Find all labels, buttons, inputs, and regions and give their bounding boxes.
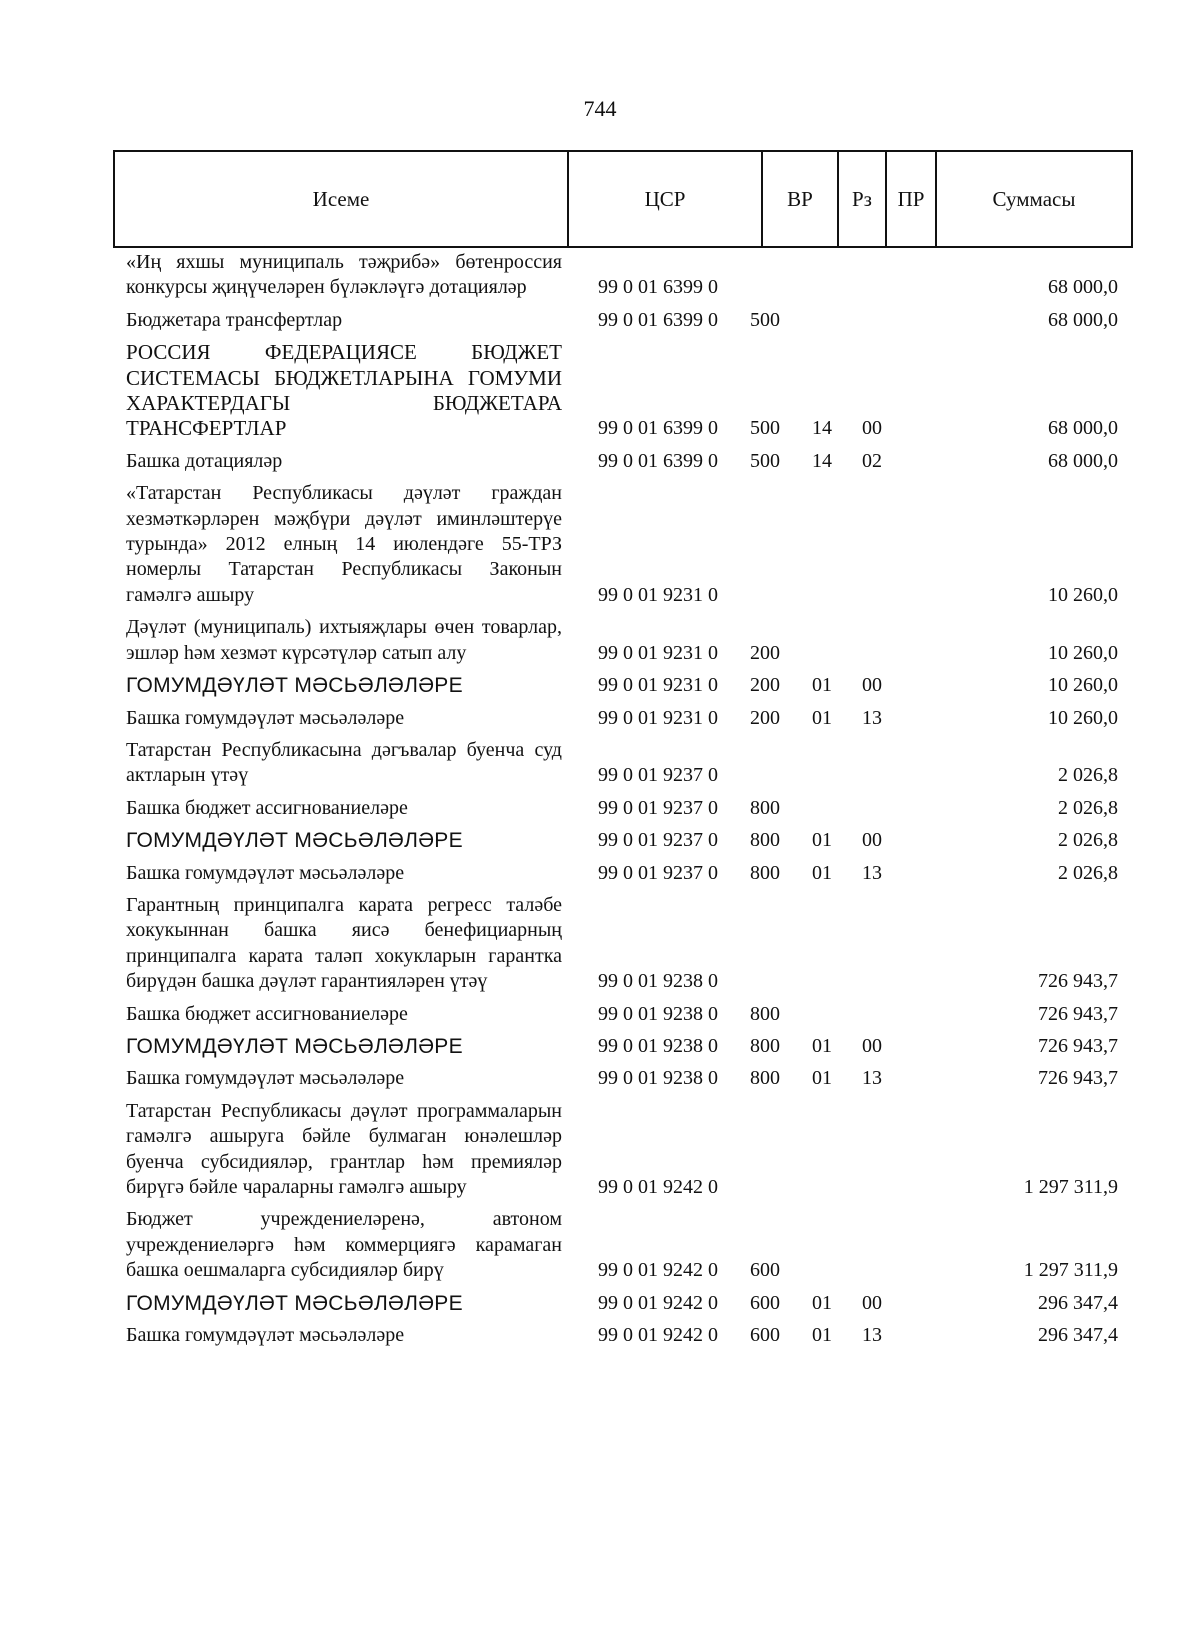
table-row bbox=[0, 1291, 1200, 1323]
row-csr: 99 0 01 9231 0 bbox=[598, 706, 718, 729]
row-rz: 01 bbox=[812, 861, 832, 884]
row-sum: 726 943,7 bbox=[1038, 1067, 1118, 1090]
table-row bbox=[0, 893, 1200, 1002]
row-vr: 800 bbox=[750, 829, 780, 852]
row-vr: 500 bbox=[750, 417, 780, 440]
row-vr: 800 bbox=[750, 796, 780, 819]
row-sum: 726 943,7 bbox=[1038, 970, 1118, 993]
row-sum: 1 297 311,9 bbox=[1023, 1259, 1118, 1282]
row-csr: 99 0 01 9237 0 bbox=[598, 861, 718, 884]
table-body bbox=[0, 250, 1200, 1355]
row-csr: 99 0 01 6399 0 bbox=[598, 308, 718, 331]
row-sum: 2 026,8 bbox=[1058, 861, 1118, 884]
page-number: 744 bbox=[583, 96, 617, 121]
row-csr: 99 0 01 9238 0 bbox=[598, 1002, 718, 1025]
header-vr: ВР bbox=[762, 151, 838, 247]
row-csr: 99 0 01 9231 0 bbox=[598, 583, 718, 606]
table-row bbox=[0, 738, 1200, 796]
row-sum: 1 297 311,9 bbox=[1023, 1176, 1118, 1198]
row-rz: 01 bbox=[812, 1034, 832, 1057]
row-name: Башка гомумдәүләт мәсьәләләре bbox=[126, 706, 405, 729]
row-sum: 2 026,8 bbox=[1058, 796, 1118, 819]
row-sum: 10 260,0 bbox=[1048, 583, 1118, 606]
row-vr: 600 bbox=[750, 1324, 780, 1347]
table-row bbox=[0, 449, 1200, 481]
row-csr: 99 0 01 6399 0 bbox=[598, 449, 718, 472]
row-rz: 01 bbox=[812, 1291, 832, 1314]
row-csr: 99 0 01 9238 0 bbox=[598, 970, 718, 993]
row-vr: 600 bbox=[750, 1291, 780, 1314]
row-sum: 68 000,0 bbox=[1048, 276, 1118, 299]
row-name: ГОМУМДӘҮЛӘТ МӘСЬӘЛӘЛӘРЕ bbox=[126, 829, 463, 853]
row-vr: 500 bbox=[750, 308, 780, 331]
row-name: Башка бюджет ассигнованиеләре bbox=[126, 796, 408, 819]
row-sum: 68 000,0 bbox=[1048, 308, 1118, 331]
row-rz: 01 bbox=[812, 706, 832, 729]
row-name: Башка дотацияләр bbox=[126, 449, 283, 472]
table-row bbox=[0, 1207, 1200, 1290]
table-row bbox=[0, 340, 1200, 449]
row-sum: 296 347,4 bbox=[1038, 1324, 1118, 1347]
row-vr: 800 bbox=[750, 861, 780, 884]
row-pr: 02 bbox=[862, 449, 882, 472]
table-row bbox=[0, 1002, 1200, 1034]
table-row bbox=[0, 615, 1200, 673]
row-name: Татарстан Республикасы дәүләт программаларын гамәлгә ашыруга бәйле булмаган юнәлешләр буенча субсидияләр, грантлар һәм премияләр бирүгә бәйле чараларны гамәлгә ашыру bbox=[126, 1099, 562, 1198]
row-name: Гарантның принципалга карата регресс таләбе хокукыннан башка яисә бенефициарның принципалга карата таләп хокукларын гарантка бирүдән башка дәүләт гарантияләрен үтәү bbox=[126, 893, 562, 993]
table-row bbox=[0, 706, 1200, 738]
table-row bbox=[0, 308, 1200, 340]
table-row bbox=[0, 1323, 1200, 1355]
row-name: ГОМУМДӘҮЛӘТ МӘСЬӘЛӘЛӘРЕ bbox=[126, 1034, 463, 1058]
row-sum: 2 026,8 bbox=[1058, 764, 1118, 787]
row-pr: 00 bbox=[862, 417, 882, 440]
row-name: Татарстан Республикасына дәгъвалар буенча суд актларын үтәү bbox=[126, 738, 562, 787]
row-name: «Татарстан Республикасы дәүләт граждан хезмәткәрләрен мәҗбүри дәүләт иминләштерүе турында» 2012 елның 14 июлендәге 55-ТРЗ номерлы Татарстан Республикасы Законын гамәлгә ашыру bbox=[126, 482, 562, 606]
row-pr: 13 bbox=[862, 1067, 882, 1090]
row-pr: 13 bbox=[862, 706, 882, 729]
row-pr: 13 bbox=[862, 1324, 882, 1347]
row-rz: 14 bbox=[812, 449, 832, 472]
row-sum: 68 000,0 bbox=[1048, 417, 1118, 440]
row-name: Бюджет учреждениеләренә, автоном учреждениеләргә һәм коммерциягә карамаган башка оешмаларга субсидияләр бирү bbox=[126, 1208, 562, 1282]
row-sum: 296 347,4 bbox=[1038, 1291, 1118, 1314]
row-sum: 726 943,7 bbox=[1038, 1034, 1118, 1057]
row-sum: 10 260,0 bbox=[1048, 706, 1118, 729]
row-csr: 99 0 01 9231 0 bbox=[598, 641, 718, 664]
row-pr: 13 bbox=[862, 861, 882, 884]
table-row bbox=[0, 250, 1200, 308]
row-sum: 726 943,7 bbox=[1038, 1002, 1118, 1025]
row-csr: 99 0 01 9238 0 bbox=[598, 1067, 718, 1090]
row-rz: 01 bbox=[812, 829, 832, 852]
row-vr: 600 bbox=[750, 1259, 780, 1282]
row-name: ГОМУМДӘҮЛӘТ МӘСЬӘЛӘЛӘРЕ bbox=[126, 674, 463, 698]
row-vr: 200 bbox=[750, 641, 780, 664]
table-row bbox=[0, 1066, 1200, 1098]
row-sum: 68 000,0 bbox=[1048, 449, 1118, 472]
row-pr: 00 bbox=[862, 1034, 882, 1057]
row-vr: 800 bbox=[750, 1067, 780, 1090]
row-csr: 99 0 01 9231 0 bbox=[598, 674, 718, 697]
row-name: Дәүләт (муниципаль) ихтыяҗлары өчен товарлар, эшләр һәм хезмәт күрсәтүләр сатып алу bbox=[126, 616, 562, 664]
row-name: РОССИЯ ФЕДЕРАЦИЯСЕ БЮДЖЕТ СИСТЕМАСЫ БЮДЖЕТЛАРЫНА ГОМУМИ ХАРАКТЕРДАГЫ БЮДЖЕТАРА ТРАНСФЕРТЛАР bbox=[126, 340, 562, 441]
table-row bbox=[0, 673, 1200, 705]
row-name: ГОМУМДӘҮЛӘТ МӘСЬӘЛӘЛӘРЕ bbox=[126, 1291, 463, 1315]
row-pr: 00 bbox=[862, 829, 882, 852]
row-vr: 200 bbox=[750, 674, 780, 697]
row-csr: 99 0 01 9237 0 bbox=[598, 764, 718, 787]
row-name: «Иң яхшы муниципаль тәҗрибә» бөтенроссия конкурсы җиңүчеләрен бүләкләүгә дотацияләр bbox=[126, 251, 562, 299]
row-vr: 500 bbox=[750, 449, 780, 472]
row-sum: 2 026,8 bbox=[1058, 829, 1118, 852]
row-rz: 14 bbox=[812, 417, 832, 440]
row-pr: 00 bbox=[862, 1291, 882, 1314]
row-csr: 99 0 01 9237 0 bbox=[598, 829, 718, 852]
row-csr: 99 0 01 9238 0 bbox=[598, 1034, 718, 1057]
row-sum: 10 260,0 bbox=[1048, 674, 1118, 697]
table-row bbox=[0, 828, 1200, 860]
row-csr: 99 0 01 9237 0 bbox=[598, 796, 718, 819]
table-row bbox=[0, 861, 1200, 893]
row-name: Башка гомумдәүләт мәсьәләләре bbox=[126, 861, 405, 884]
row-pr: 00 bbox=[862, 674, 882, 697]
row-sum: 10 260,0 bbox=[1048, 641, 1118, 664]
header-name: Исеме bbox=[114, 151, 568, 247]
row-rz: 01 bbox=[812, 1324, 832, 1347]
table-row bbox=[0, 1099, 1200, 1208]
header-csr: ЦСР bbox=[568, 151, 762, 247]
row-vr: 800 bbox=[750, 1034, 780, 1057]
table-row bbox=[0, 796, 1200, 828]
row-csr: 99 0 01 9242 0 bbox=[598, 1176, 718, 1198]
row-name: Башка гомумдәүләт мәсьәләләре bbox=[126, 1324, 405, 1347]
header-pr: ПР bbox=[886, 151, 936, 247]
row-rz: 01 bbox=[812, 674, 832, 697]
header-sum: Суммасы bbox=[936, 151, 1132, 247]
row-name: Башка гомумдәүләт мәсьәләләре bbox=[126, 1067, 405, 1090]
row-csr: 99 0 01 6399 0 bbox=[598, 417, 718, 440]
row-vr: 800 bbox=[750, 1002, 780, 1025]
row-csr: 99 0 01 6399 0 bbox=[598, 276, 718, 299]
header-rz: Рз bbox=[838, 151, 886, 247]
table-header bbox=[113, 150, 1133, 248]
row-name: Бюджетара трансфертлар bbox=[126, 308, 343, 331]
row-rz: 01 bbox=[812, 1067, 832, 1090]
row-csr: 99 0 01 9242 0 bbox=[598, 1324, 718, 1347]
row-vr: 200 bbox=[750, 706, 780, 729]
row-name: Башка бюджет ассигнованиеләре bbox=[126, 1002, 408, 1025]
row-csr: 99 0 01 9242 0 bbox=[598, 1259, 718, 1282]
table-row bbox=[0, 1034, 1200, 1066]
table-row bbox=[0, 481, 1200, 615]
row-csr: 99 0 01 9242 0 bbox=[598, 1291, 718, 1314]
